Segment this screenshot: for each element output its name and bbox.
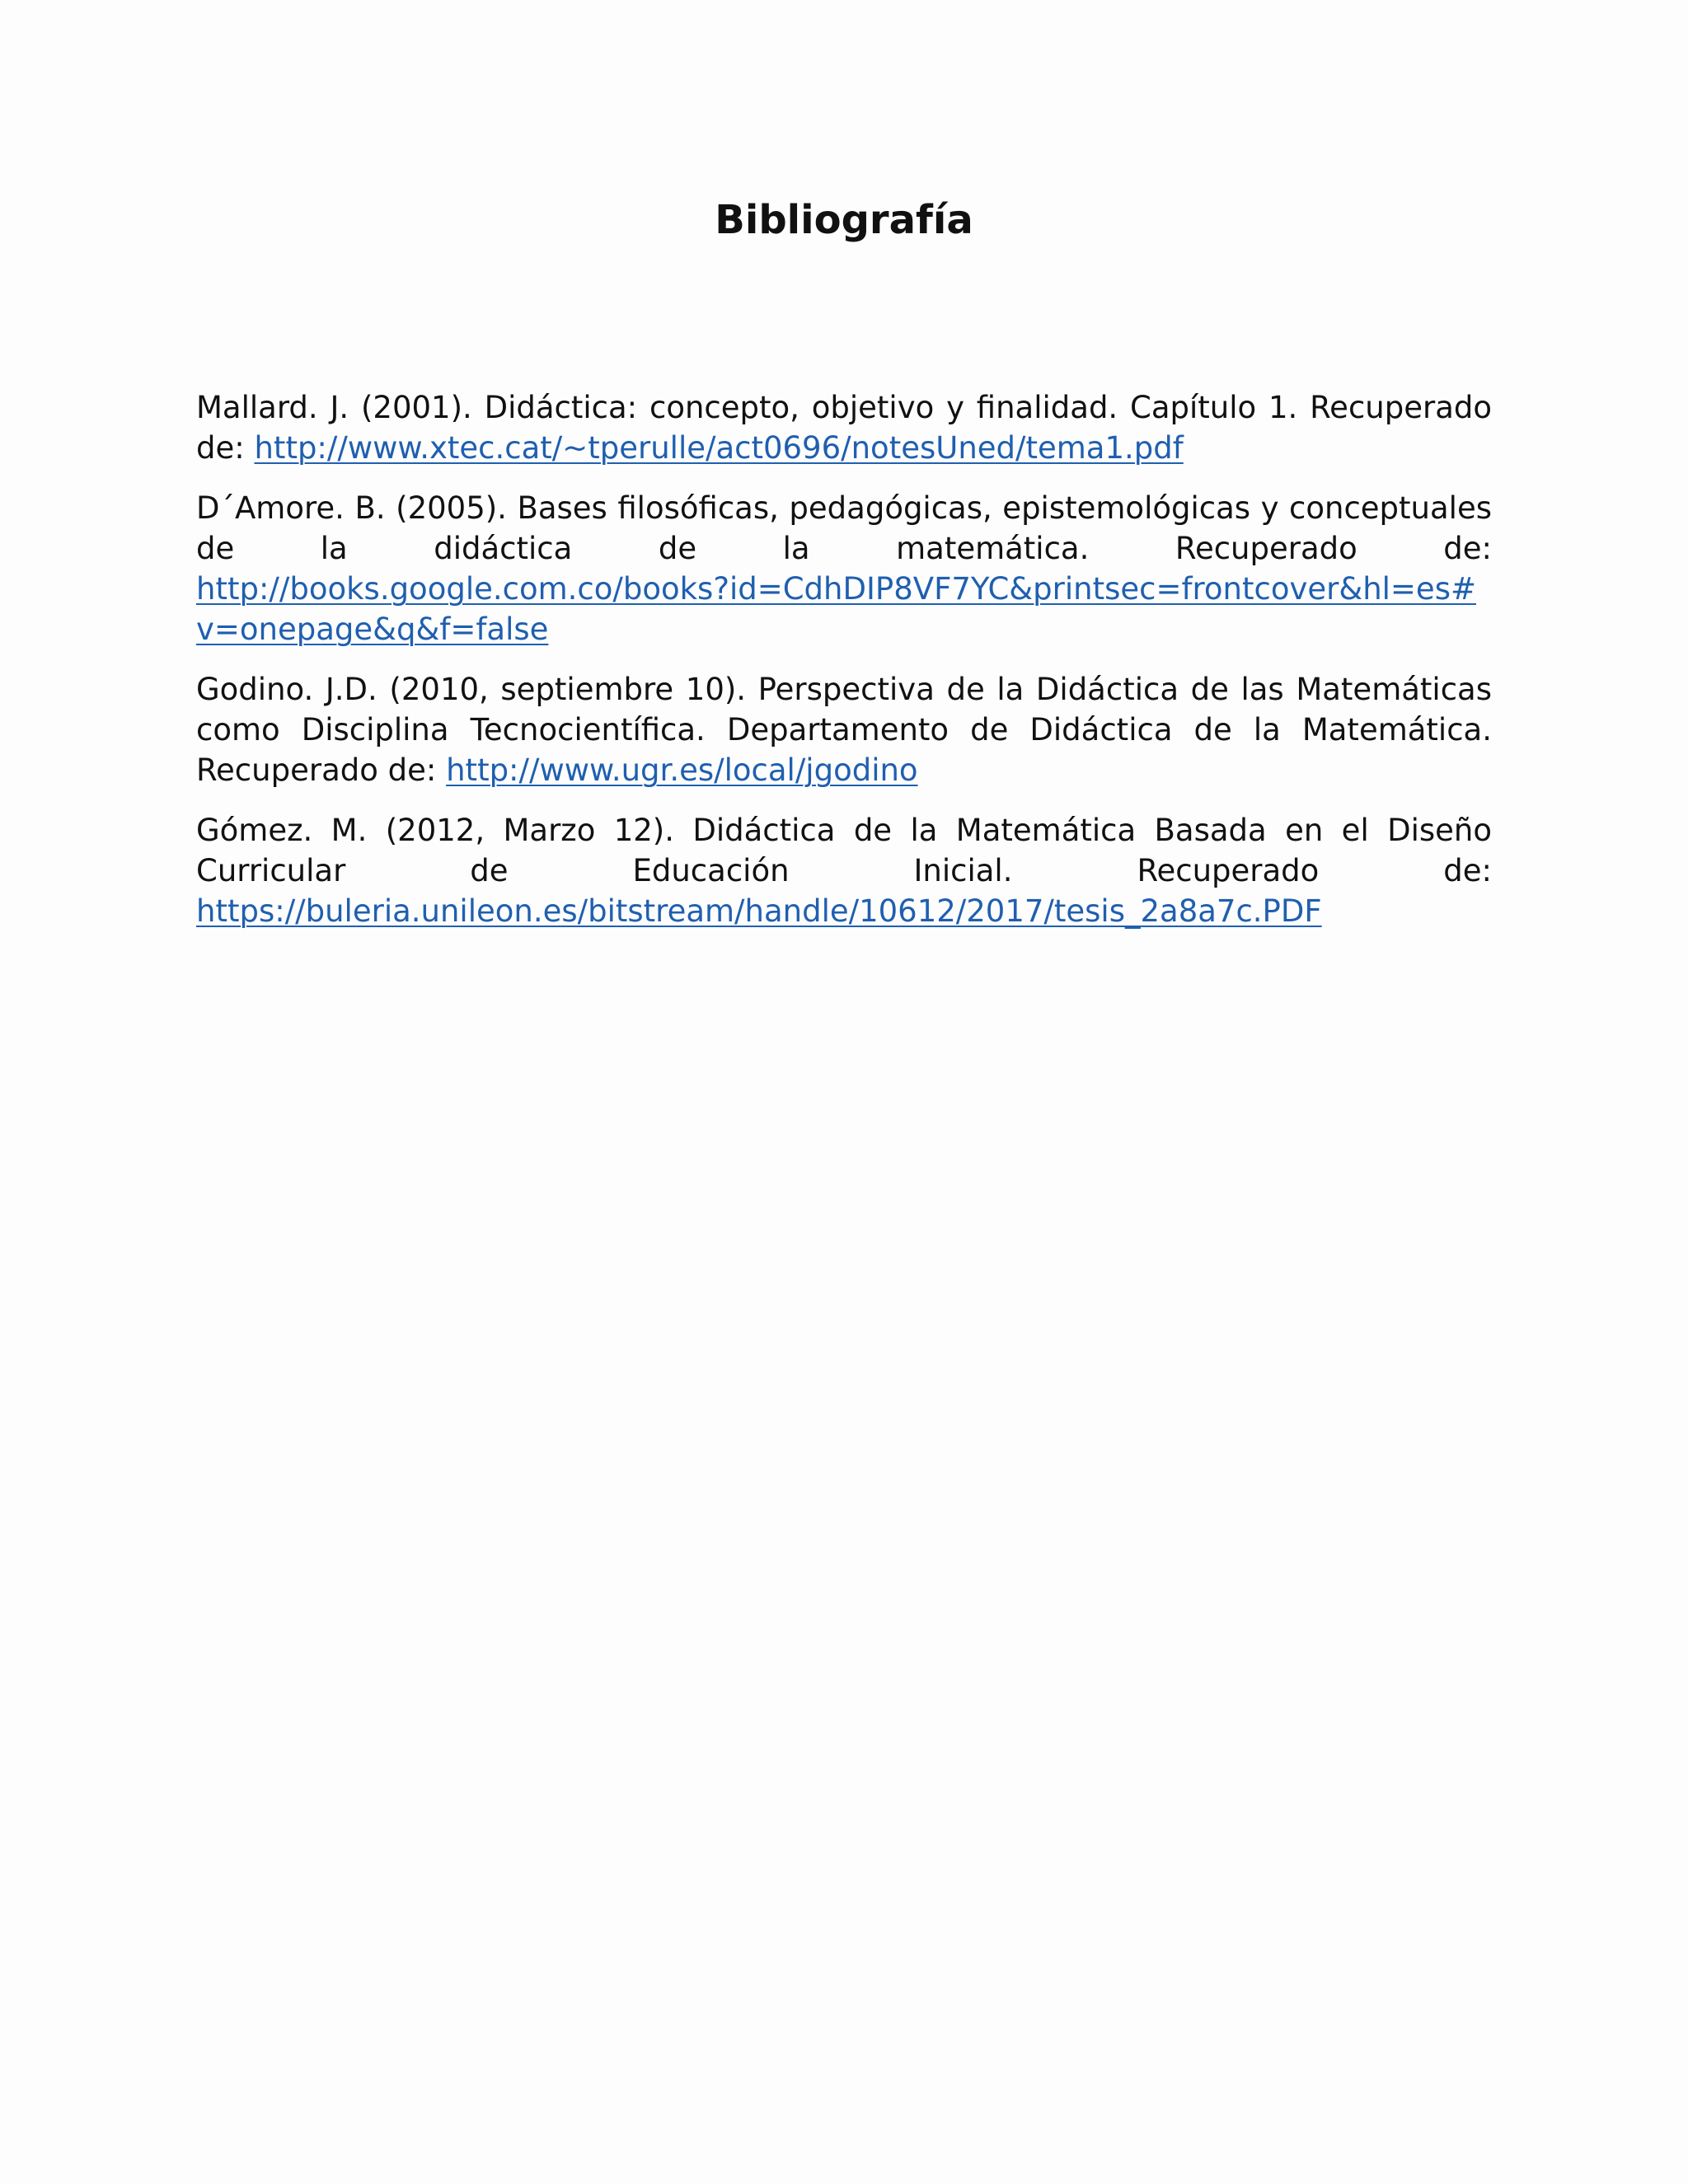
reference-text: Godino. J.D. (2010, septiembre 10). Perspectiva de la Didáctica de las Matemáticas como Disciplina Tecnocientífica. Departamento de Didáctica de la Matemática. Recuperado de: — [196, 672, 1492, 788]
page-title: Bibliografía — [715, 197, 973, 243]
reference-text-line: Gómez. M. (2012, Marzo 12). Didáctica de la Matemática Basada en el Diseño — [196, 813, 1492, 848]
reference-link[interactable]: http://www.xtec.cat/~tperulle/act0696/notesUned/tema1.pdf — [254, 430, 1184, 466]
reference-text-line: D´Amore. B. (2005). Bases filosóficas, pedagógicas, epistemológicas y conceptuales — [196, 490, 1492, 526]
reference-text-line: Curricular de Educación Inicial. Recuperado de: — [196, 853, 1492, 888]
reference-link[interactable]: http://books.google.com.co/books?id=CdhDIP8VF7YC&printsec=frontcover&hl=es#v=onepage&q&f=false — [196, 571, 1476, 647]
reference-text-line: de la didáctica de la matemática. Recuperado de: — [196, 531, 1492, 566]
reference-entry-gomez — [196, 810, 1492, 931]
reference-link[interactable]: https://buleria.unileon.es/bitstream/handle/10612/2017/tesis_2a8a7c.PDF — [196, 893, 1322, 929]
reference-entry-godino — [196, 669, 1492, 790]
reference-text: Mallard. J. (2001). Didáctica: concepto, objetivo y finalidad. Capítulo 1. Recuperado de: — [196, 390, 1492, 466]
bibliography-list — [196, 387, 1492, 951]
reference-entry-damore — [196, 488, 1492, 649]
reference-link[interactable]: http://www.ugr.es/local/jgodino — [446, 752, 918, 788]
reference-entry-mallard — [196, 387, 1492, 468]
